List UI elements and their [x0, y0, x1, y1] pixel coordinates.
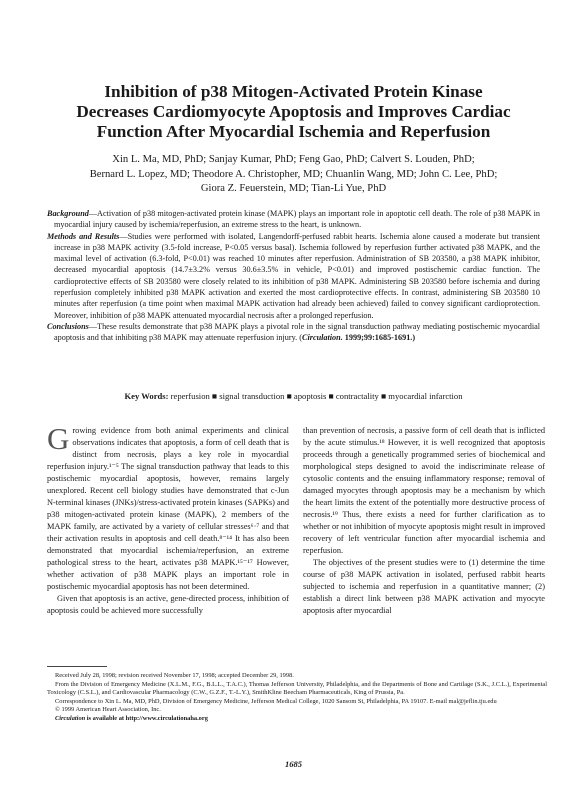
abstract-background-text: —Activation of p38 mitogen-activated protein kinase (MAPK) plays an important role in apoptotic cell death. The role of p38 MAPK in myocardial injury caused by ischemia/reperfusion, an extreme stress to the heart, is unknown.: [54, 209, 540, 230]
citation-details: 1999;99:1685-1691.): [342, 333, 416, 343]
body-paragraph: [47, 421, 289, 593]
footnote-copyright: © 1999 American Heart Association, Inc.: [55, 706, 161, 714]
abstract-methods: [47, 231, 540, 321]
footnote-divider: [47, 666, 107, 667]
body-paragraph: The objectives of the present studies were to (1) determine the time course of p38 MAPK activation in isolated, perfused rabbit hearts subjected to ischemia and reperfusion in a quantitative manner; (2) establish a direct link between p38 MAPK activation and myocyte apoptosis after myocardial: [303, 558, 545, 615]
author-list: [40, 153, 547, 197]
keywords: [40, 391, 547, 401]
body-paragraph: than prevention of necrosis, a passive form of cell death that is inflicted by the acute stimulus.¹⁸ However, it is well recognized that apoptosis proceeds through a genetically programmed series of biochemical and morphological steps designed to avoid the indiscriminate release of cytosolic contents and the ensuing inflammatory response; removal of damaged myocytes through apoptosis may be a mechanism by which the heart limits the extent of the potentially more destructive process of necrosis.¹⁹ Thus, there exists a need for further clarification as to whether or not inhibition of myocyte apoptosis might result in improved recovery of left ventricular function after myocardial ischemia and reperfusion.: [303, 426, 545, 555]
page-number: 1685: [285, 759, 302, 769]
footnote-availability: [47, 715, 547, 724]
author-line: Bernard L. Lopez, MD; Theodore A. Christopher, MD; Chuanlin Wang, MD; John C. Lee, PhD;: [89, 168, 498, 180]
footnote-affiliations: From the Division of Emergency Medicine (X.L.M., F.G., B.L.L., T.A.C.), Thomas Jefferson University, Philadelphia, and the Departments of Bone and Cartilage (S.K., J.C.L.), Experimental Toxicology (C.S.L.), and Cardiovascular Pharmacology (C.W., G.Z.F., T.-L.Y.), SmithKline Beecham Pharmaceuticals, King of Prussia, Pa.: [47, 680, 547, 697]
abstract-background: [47, 208, 540, 231]
keywords-text: reperfusion ■ signal transduction ■ apoptosis ■ contractality ■ myocardial infarction: [168, 391, 463, 401]
title-line: Function After Myocardial Ischemia and Reperfusion: [96, 122, 491, 141]
title-line: Decreases Cardiomyocyte Apoptosis and Improves Cardiac: [76, 102, 511, 121]
author-line: Giora Z. Feuerstein, MD; Tian-Li Yue, PhD: [200, 183, 387, 195]
drop-cap: G: [47, 421, 70, 456]
availability-text: is available at http://www.circulationaha.org: [85, 714, 208, 722]
citation-journal: Circulation.: [302, 333, 343, 343]
body-column-right: [303, 425, 545, 617]
keywords-label: Key Words:: [124, 391, 169, 401]
article-title: [40, 82, 547, 142]
abstract-conclusions-text: —These results demonstrate that p38 MAPK plays a pivotal role in the signal transduction pathway mediating postischemic myocardial apoptosis and that inhibiting p38 MAPK may attenuate reperfusion injury. (: [54, 321, 540, 343]
availability-journal: Circulation: [55, 714, 86, 722]
footnotes: [47, 672, 547, 724]
footnote-received: Received July 28, 1998; revision received November 17, 1998; accepted December 29, 1998.: [55, 672, 294, 679]
abstract-conclusions-heading: Conclusions: [47, 321, 89, 331]
author-line: Xin L. Ma, MD, PhD; Sanjay Kumar, PhD; Feng Gao, PhD; Calvert S. Louden, PhD;: [112, 154, 475, 165]
title-line: Inhibition of p38 Mitogen-Activated Protein Kinase: [104, 82, 483, 101]
abstract-methods-text: —Studies were performed with isolated, Langendorff-perfused rabbit hearts. Ischemia alone caused a moderate but transient increase in p38 MAPK activity (3.5-fold increase, P<0.05 versus basal). Ischemia followed by reperfusion further activated p38 MAPK, and the maximal level of activation (6.3-fold, P<0.01) was reached 10 minutes after reperfusion. Administration of SB 203580, a p38 MAPK inhibitor, decreased myocardial apoptosis (14.7±3.2% versus 30.6±3.5% in vehicle, P<0.01) and improved postischemic cardiac function. The cardioprotective effects of SB 203580 were closely related to its inhibition of p38 MAPK. Administering SB 203580 before ischemia and during reperfusion completely inhibited p38 MAPK activation and exerted the most cardioprotective effects. In contrast, administering SB 203580 10 minutes after reperfusion (a time point when maximal MAPK activation had already been achieved) failed to convey significant cardioprotection. Moreover, inhibition of p38 MAPK attenuated myocardial necrosis after a prolonged reperfusion.: [54, 231, 540, 320]
abstract-conclusions: [47, 321, 540, 344]
footnote-correspondence: Correspondence to Xin L. Ma, MD, PhD, Division of Emergency Medicine, Jefferson Medical College, 1020 Sansom St, Philadelphia, PA 19107. E-mail mal@jeflin.tju.edu: [55, 697, 497, 705]
abstract-methods-heading: Methods and Results: [47, 231, 120, 241]
body-paragraph-text: rowing evidence from both animal experiments and clinical observations indicates that apoptosis, a form of cell death that is distinct from necrosis, plays a key role in myocardial reperfusion injury.¹⁻⁵ The signal transduction pathway that leads to this postischemic myocardial apoptosis, however, remains largely unexplored. Recent cell biology studies have demonstrated that c-Jun N-terminal kinases (JNKs)/stress-activated protein kinases (SAPKs) and p38 mitogen-activated protein kinase (MAPK), 2 members of the MAPK family, are activated by a variety of cellular stresses⁶·⁷ and that their activation results in apoptosis and cell death.⁸⁻¹⁴ It has also been demonstrated that myocardial ischemia/reperfusion, an extreme pathological stress to the heart, activates p38 MAPK.¹⁵⁻¹⁷ However, whether activation of p38 MAPK plays an important role in postischemic myocardial apoptosis has not been determined.: [47, 426, 289, 591]
abstract-background-heading: Background: [47, 209, 89, 218]
body-paragraph: Given that apoptosis is an active, gene-directed process, inhibition of apoptosis could be achieved more successfully: [47, 594, 289, 615]
abstract: [47, 208, 540, 344]
body-column-left: [47, 421, 289, 617]
